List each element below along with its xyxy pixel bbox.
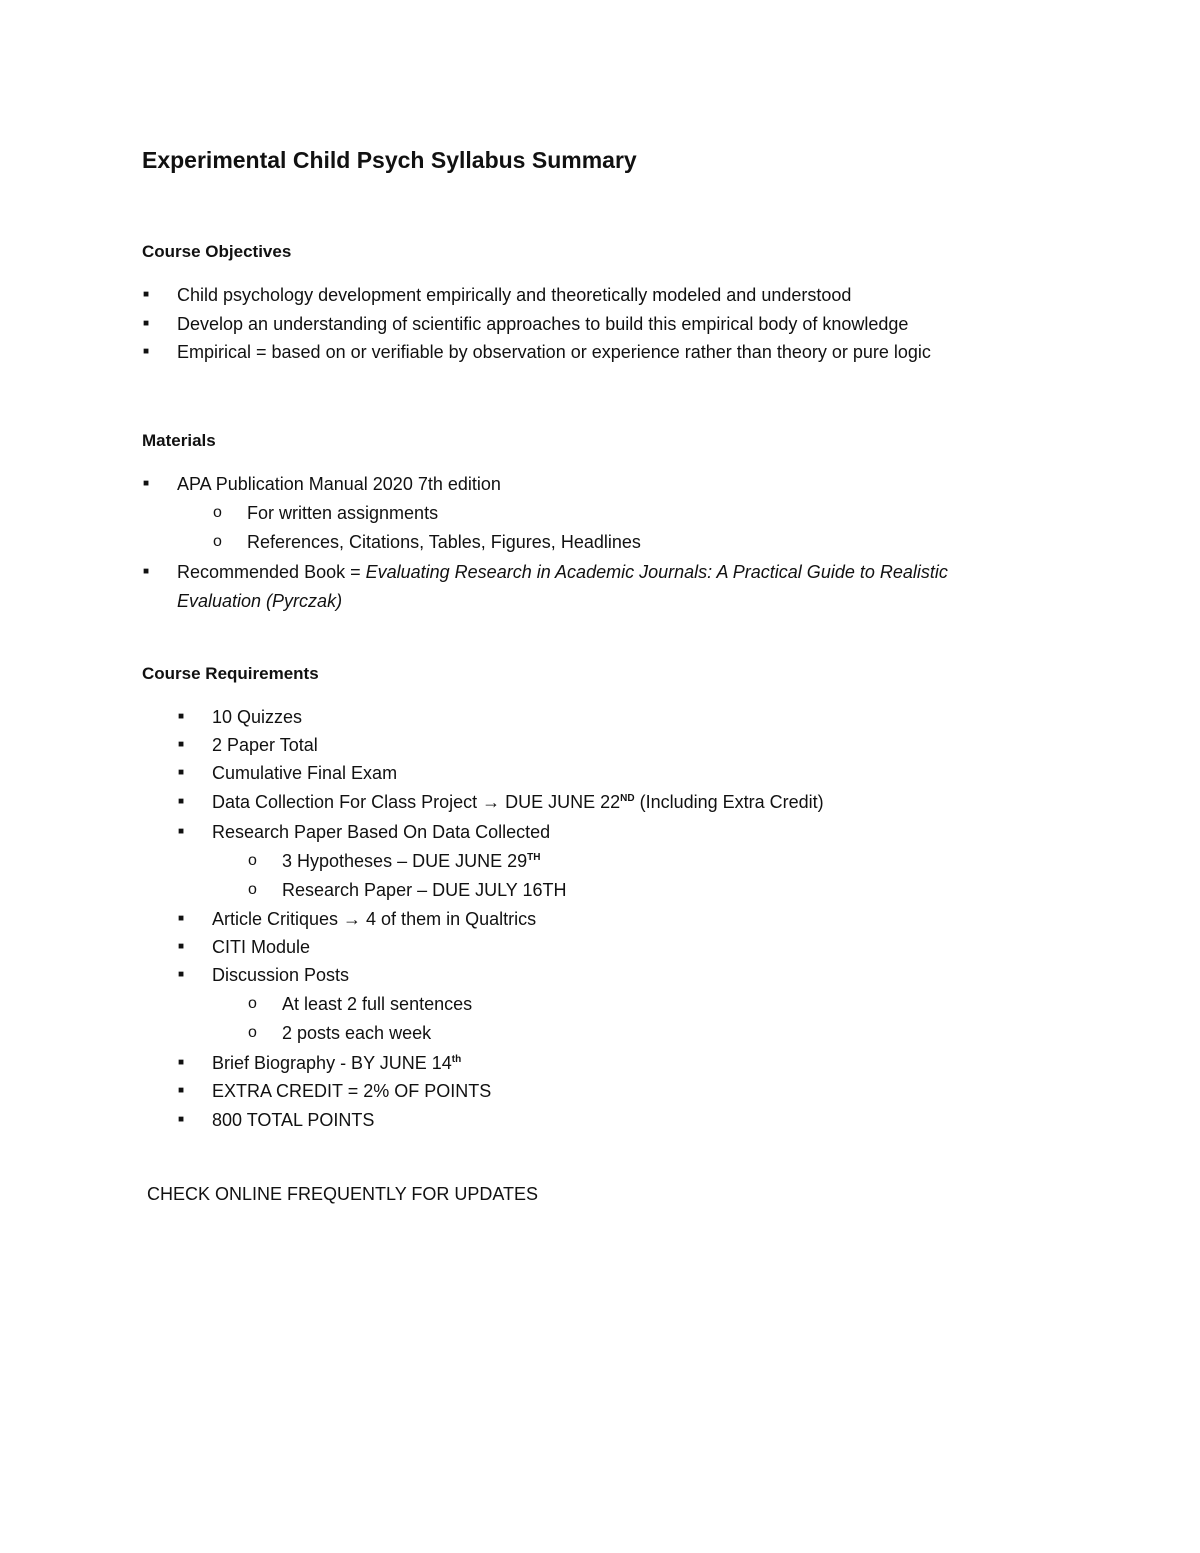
- square-bullet-icon: ■: [178, 969, 185, 980]
- square-bullet-icon: ■: [178, 1085, 185, 1096]
- square-bullet-icon: ■: [143, 318, 150, 329]
- square-bullet-icon: ■: [143, 289, 150, 300]
- materials-apa-sub-item: For written assignments: [247, 503, 439, 523]
- circle-bullet-icon: o: [248, 852, 257, 869]
- requirement-sub-item: [282, 850, 540, 872]
- requirement-item: [212, 791, 824, 813]
- requirement-item: Research Paper Based On Data Collected: [212, 822, 551, 842]
- materials-heading: Materials: [142, 431, 216, 450]
- footer-note: CHECK ONLINE FREQUENTLY FOR UPDATES: [147, 1184, 539, 1204]
- objective-item: Develop an understanding of scientific approaches to build this empirical body of knowledge: [177, 314, 909, 334]
- objective-item: Empirical = based on or verifiable by observation or experience rather than theory or pure logic: [177, 342, 931, 362]
- materials-book: [177, 561, 948, 583]
- requirement-sub-item: 2 posts each week: [282, 1023, 432, 1043]
- requirement-item: Article Critiques → 4 of them in Qualtrics: [212, 909, 537, 929]
- circle-bullet-icon: o: [248, 995, 257, 1012]
- materials-apa: APA Publication Manual 2020 7th edition: [177, 474, 501, 494]
- requirement-item: CITI Module: [212, 937, 311, 957]
- square-bullet-icon: ■: [143, 566, 150, 577]
- square-bullet-icon: ■: [178, 796, 185, 807]
- square-bullet-icon: ■: [143, 478, 150, 489]
- circle-bullet-icon: o: [213, 533, 222, 550]
- requirement-item: 10 Quizzes: [212, 707, 303, 727]
- square-bullet-icon: ■: [143, 346, 150, 357]
- hypotheses-sup: TH: [527, 852, 541, 863]
- square-bullet-icon: ■: [178, 1114, 185, 1125]
- requirement-item: Cumulative Final Exam: [212, 763, 398, 783]
- book-prefix: Recommended Book =: [177, 562, 366, 582]
- objective-item: Child psychology development empirically and theoretically modeled and understood: [177, 285, 852, 305]
- requirement-item: Discussion Posts: [212, 965, 350, 985]
- data-collection-sup: ND: [620, 793, 635, 804]
- square-bullet-icon: ■: [178, 1057, 185, 1068]
- biography-text: Brief Biography - BY JUNE 14: [212, 1053, 452, 1073]
- requirement-sub-item: Research Paper – DUE JULY 16TH: [282, 880, 567, 900]
- requirement-item: 2 Paper Total: [212, 735, 318, 755]
- circle-bullet-icon: o: [213, 504, 222, 521]
- square-bullet-icon: ■: [178, 941, 185, 952]
- page-title: Experimental Child Psych Syllabus Summary: [142, 147, 637, 173]
- requirement-item: [212, 1052, 461, 1074]
- data-collection-text: Data Collection For Class Project → DUE JUNE 22: [212, 792, 621, 812]
- requirement-item: EXTRA CREDIT = 2% OF POINTS: [212, 1081, 492, 1101]
- circle-bullet-icon: o: [248, 1024, 257, 1041]
- square-bullet-icon: ■: [178, 767, 185, 778]
- materials-apa-sub-item: References, Citations, Tables, Figures, Headlines: [247, 532, 641, 552]
- circle-bullet-icon: o: [248, 881, 257, 898]
- objectives-heading: Course Objectives: [142, 242, 292, 261]
- requirements-heading: Course Requirements: [142, 664, 319, 683]
- square-bullet-icon: ■: [178, 913, 185, 924]
- square-bullet-icon: ■: [178, 826, 185, 837]
- book-title: Evaluating Research in Academic Journals: A Practical Guide to Realistic: [365, 562, 948, 582]
- square-bullet-icon: ■: [178, 711, 185, 722]
- requirement-item: 800 TOTAL POINTS: [212, 1110, 375, 1130]
- data-collection-suffix: (Including Extra Credit): [634, 792, 824, 812]
- hypotheses-text: 3 Hypotheses – DUE JUNE 29: [282, 851, 528, 871]
- requirement-sub-item: At least 2 full sentences: [282, 994, 473, 1014]
- book-title-continued: Evaluation (Pyrczak): [177, 591, 343, 611]
- square-bullet-icon: ■: [178, 739, 185, 750]
- biography-sup: th: [451, 1054, 462, 1065]
